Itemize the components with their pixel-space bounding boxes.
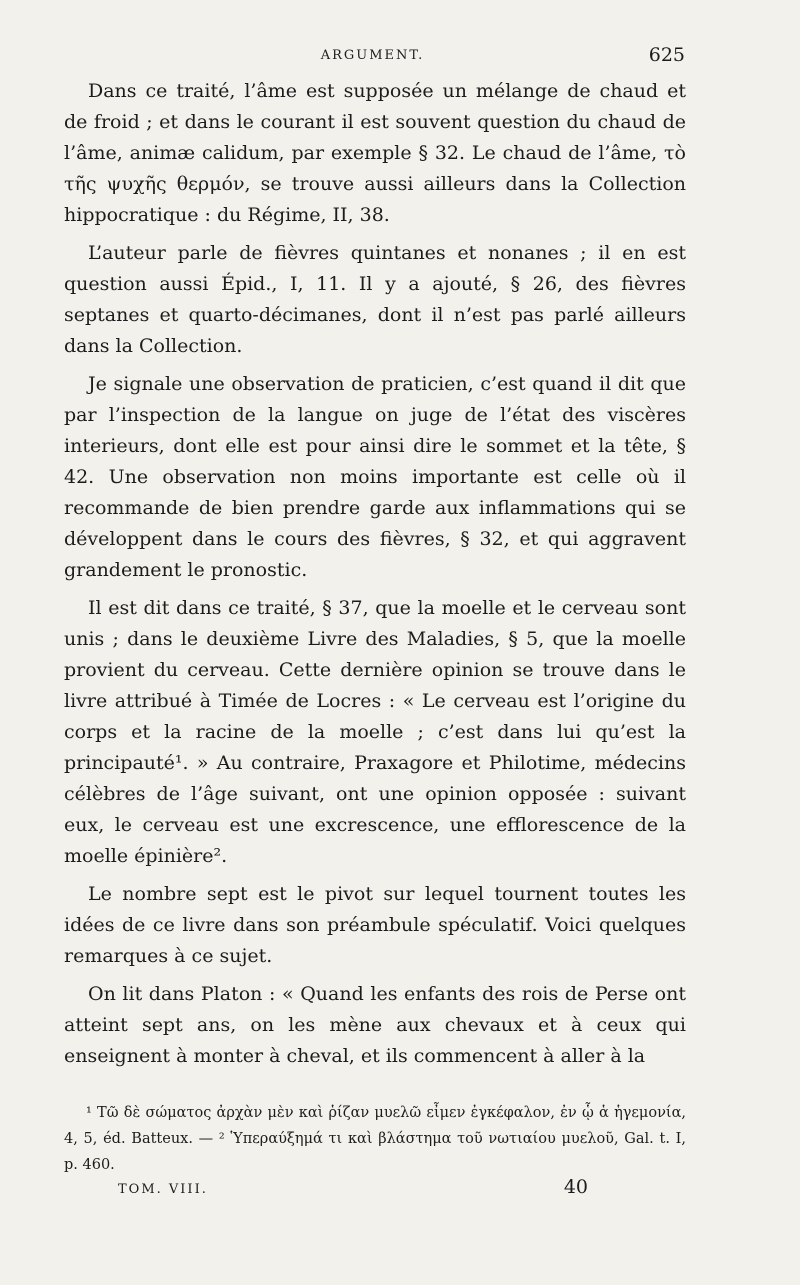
paragraph-moelle-cerveau: Il est dit dans ce traité, § 37, que la moelle et le cerveau sont unis ; dans le deuxième Livre des Maladies, § 5, que la moelle provient du cerveau. Cette dernière opinion se trouve dans le livre attribué à Timée de Locres : « Le cerveau est l’origine du corps et la racine de la moelle ; c’est dans lui qu’est la principauté¹. » Au contraire, Praxagore et Philotime, médecins célèbres de l’âge suivant, ont une opinion opposée : suivant eux, le cerveau est une excrescence, une efflorescence de la moelle épinière². bbox=[64, 597, 686, 867]
footnotes bbox=[64, 1100, 686, 1178]
tome-label: TOM. VIII. bbox=[118, 1182, 208, 1197]
page-footer bbox=[118, 1176, 638, 1206]
paragraph-fievres: L’auteur parle de fièvres quintanes et nonanes ; il en est question aussi Épid., I, 11. Il y a ajouté, § 26, des fièvres septanes et quarto-décimanes, dont il n’est pas parlé ailleurs dans la Collection. bbox=[64, 242, 686, 357]
paragraph-observation-praticien: Je signale une observation de praticien, c’est quand il dit que par l’inspection de la langue on juge de l’état des viscères interieurs, dont elle est pour ainsi dire le sommet et la tête, § 42. Une observation non moins importante est celle où il recommande de bien prendre garde aux inflammations qui se développent dans le cours des fièvres, § 32, et qui aggravent grandement le pronostic. bbox=[64, 373, 686, 581]
footnote-text: ¹ Τῶ δὲ σώματος ἀρχὰν μὲν καὶ ῥίζαν μυελῶ εἶμεν ἐγκέφαλον, ἐν ᾧ ἁ ἡγεμονία, 4, 5, éd. Batteux. — ² Ὑπεραύξημά τι καὶ βλάστημα τοῦ νωτιαίου μυελοῦ, Gal. t. I, p. 460. bbox=[64, 1105, 686, 1173]
paragraph-chaud-de-lame: Dans ce traité, l’âme est supposée un mélange de chaud et de froid ; et dans le courant il est souvent question du chaud de l’âme, animæ calidum, par exemple § 32. Le chaud de l’âme, τὸ τῆς ψυχῆς θερμόν, se trouve aussi ailleurs dans la Collection hippocratique : du Régime, II, 38. bbox=[64, 80, 686, 226]
paragraph-nombre-sept: Le nombre sept est le pivot sur lequel tournent toutes les idées de ce livre dans son préambule spéculatif. Voici quelques remarques à ce sujet. bbox=[64, 883, 686, 967]
page-number: 625 bbox=[648, 44, 685, 66]
body-text bbox=[64, 76, 686, 1079]
paragraph-platon: On lit dans Platon : « Quand les enfants des rois de Perse ont atteint sept ans, on les mène aux chevaux et à ceux qui enseignent à monter à cheval, et ils commencent à aller à la bbox=[64, 983, 686, 1067]
signature-mark: 40 bbox=[563, 1176, 588, 1198]
page-header bbox=[60, 44, 685, 74]
running-title: ARGUMENT. bbox=[320, 48, 425, 63]
